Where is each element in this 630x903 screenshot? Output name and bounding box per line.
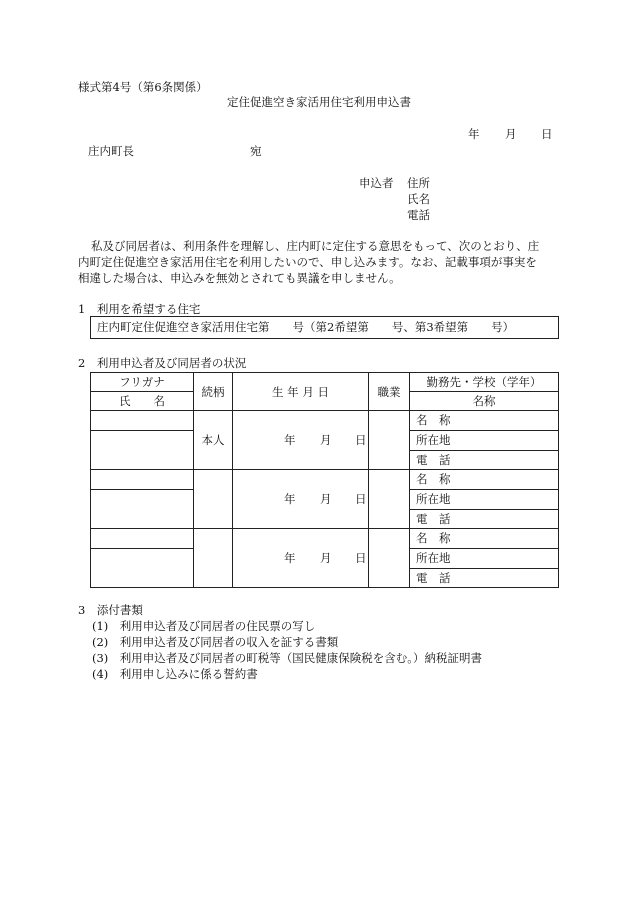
header-furigana: フリガナ — [91, 373, 194, 392]
section2-heading: 2 利用申込者及び同居者の状況 — [78, 356, 247, 370]
occupation-cell[interactable] — [369, 411, 410, 470]
work-phone-label: 電 話 — [410, 451, 559, 470]
work-name-label: 名 称 — [410, 529, 559, 548]
furigana-cell[interactable] — [91, 411, 194, 430]
date-day-label: 日 — [541, 127, 553, 141]
desired-house-text: 庄内町定住促進空き家活用住宅第 号（第2希望第 号、第3希望第 号） — [97, 320, 515, 334]
section3-heading: 3 添付書類 — [78, 603, 143, 617]
work-address-label: 所在地 — [410, 430, 559, 451]
header-relation: 続柄 — [194, 373, 233, 411]
addressee-suffix: 宛 — [250, 144, 262, 158]
birth-month-label: 月 — [320, 433, 332, 448]
work-address-label: 所在地 — [410, 489, 559, 510]
applicant-address-label: 住所 — [407, 176, 430, 190]
date-year-label: 年 — [468, 127, 480, 141]
work-name-label: 名 称 — [410, 411, 559, 430]
applicant-name-label: 氏名 — [407, 192, 430, 206]
table-row — [91, 470, 559, 489]
work-name-label: 名 称 — [410, 470, 559, 489]
work-phone-label: 電 話 — [410, 510, 559, 529]
name-cell[interactable] — [91, 430, 194, 470]
work-phone-label: 電 話 — [410, 569, 559, 588]
birthdate-cell[interactable] — [233, 529, 369, 588]
section1-heading: 1 利用を希望する住宅 — [78, 302, 201, 316]
header-workplace: 勤務先・学校（学年） — [410, 373, 559, 392]
header-workplace-name: 名称 — [410, 392, 559, 411]
attachment-item: (2) 利用申込者及び同居者の収入を証する書類 — [92, 635, 339, 649]
furigana-cell[interactable] — [91, 529, 194, 548]
attachment-item: (3) 利用申込者及び同居者の町税等（国民健康保険税を含む。）納税証明書 — [92, 651, 483, 665]
relation-cell[interactable] — [194, 529, 233, 588]
birth-year-label: 年 — [284, 492, 296, 507]
birth-day-label: 日 — [355, 433, 367, 448]
desired-house-box — [90, 316, 559, 339]
header-name: 氏 名 — [91, 392, 194, 411]
table-header-row — [91, 373, 559, 392]
occupation-cell[interactable] — [369, 529, 410, 588]
statement-line: 私及び同居者は、利用条件を理解し、庄内町に定住する意思をもって、次のとおり、庄 — [91, 239, 540, 253]
birth-month-label: 月 — [320, 551, 332, 566]
furigana-cell[interactable] — [91, 470, 194, 489]
relation-cell[interactable]: 本人 — [194, 411, 233, 470]
table-row — [91, 529, 559, 548]
occupation-cell[interactable] — [369, 470, 410, 529]
table-row — [91, 411, 559, 430]
birth-year-label: 年 — [284, 551, 296, 566]
birth-day-label: 日 — [355, 492, 367, 507]
applicant-label: 申込者 — [359, 176, 394, 190]
name-cell[interactable] — [91, 489, 194, 529]
date-month-label: 月 — [505, 127, 517, 141]
household-table — [90, 372, 559, 588]
birth-day-label: 日 — [355, 551, 367, 566]
attachment-item: (1) 利用申込者及び同居者の住民票の写し — [92, 619, 316, 633]
birthdate-cell[interactable] — [233, 411, 369, 470]
form-title: 定住促進空き家活用住宅利用申込書 — [227, 95, 411, 109]
addressee-name: 庄内町長 — [88, 144, 134, 158]
birth-month-label: 月 — [320, 492, 332, 507]
work-address-label: 所在地 — [410, 548, 559, 569]
statement-line: 相違した場合は、申込みを無効とされても異議を申しません。 — [78, 271, 401, 285]
name-cell[interactable] — [91, 548, 194, 588]
form-number: 様式第4号（第6条関係） — [78, 80, 208, 94]
relation-cell[interactable] — [194, 470, 233, 529]
header-birthdate: 生 年 月 日 — [233, 373, 369, 411]
birth-year-label: 年 — [284, 433, 296, 448]
header-occupation: 職業 — [369, 373, 410, 411]
birthdate-cell[interactable] — [233, 470, 369, 529]
statement-line: 内町定住促進空き家活用住宅を利用したいので、申し込みます。なお、記載事項が事実を — [78, 255, 537, 269]
attachment-item: (4) 利用申し込みに係る誓約書 — [92, 667, 258, 681]
applicant-phone-label: 電話 — [407, 208, 430, 222]
